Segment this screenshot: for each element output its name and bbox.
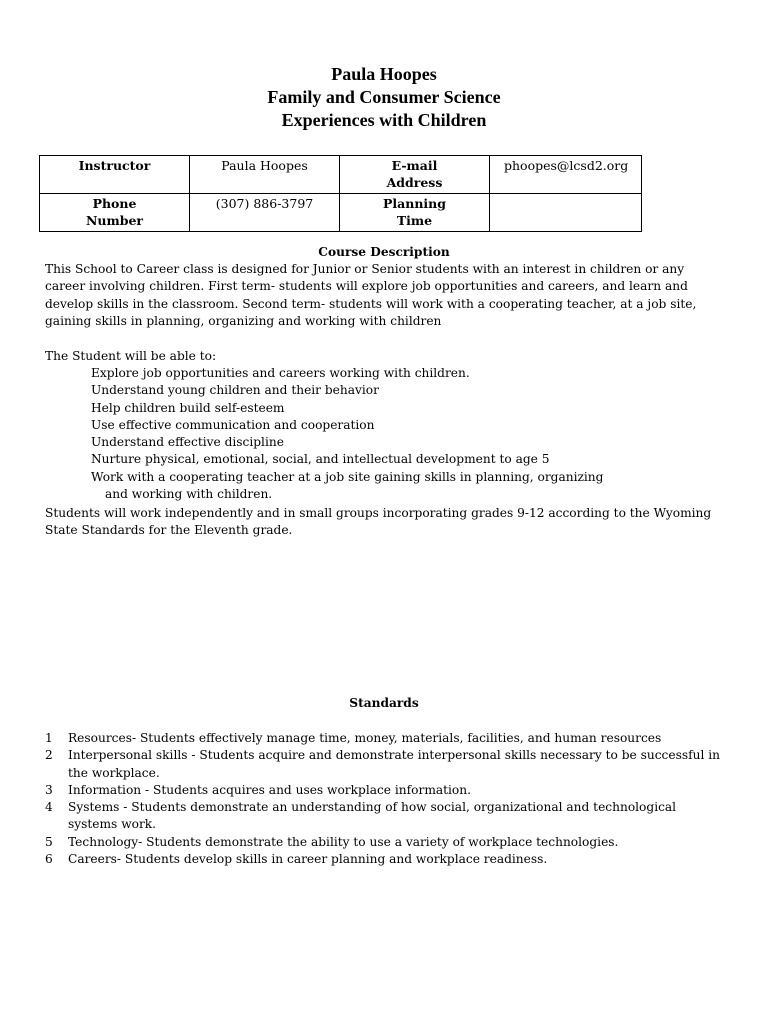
table-row [40, 194, 642, 232]
list-item: Understand young children and their behavior [91, 383, 379, 398]
standards-heading: Standards [349, 696, 419, 710]
instructor-info-table [39, 155, 642, 232]
objectives-intro: The Student will be able to: [45, 349, 217, 363]
closing-paragraph: Students will work independently and in small groups incorporating grades 9-12 according to the Wyoming State Standards for the Eleventh grade. [45, 506, 712, 538]
list-number: 5 [45, 834, 53, 849]
list-item [45, 730, 725, 747]
list-item-text: Interpersonal skills - Students acquire and demonstrate interpersonal skills necessary to be successful in the workplace. [68, 748, 720, 780]
objectives-list [91, 365, 711, 503]
list-item-text: Careers- Students develop skills in career planning and workplace readiness. [68, 852, 548, 867]
title-block [0, 63, 768, 132]
list-item: Understand effective discipline [91, 435, 284, 450]
list-item-text: Resources- Students effectively manage time, money, materials, facilities, and human resources [68, 731, 662, 745]
title-name: Paula Hoopes [331, 64, 437, 84]
list-item [45, 747, 725, 782]
planning-time-label: Planning Time [340, 194, 490, 232]
list-item-text: Systems - Students demonstrate an understanding of how social, organizational and technological systems work. [68, 800, 677, 832]
course-description-paragraph: This School to Career class is designed for Junior or Senior students with an interest in children or any career involving children. First term- students will explore job opportunities and careers, and learn and develop skills in the classroom. Second term- students will work with a cooperating teacher, at a job site, gaining skills in planning, organizing and working with children [45, 262, 697, 328]
title-course: Experiences with Children [281, 110, 487, 130]
list-item-line: and working with children. [105, 487, 273, 502]
table-row [40, 156, 642, 194]
email-value[interactable]: phoopes@lcsd2.org [490, 156, 642, 194]
list-item [45, 851, 725, 868]
standards-list [45, 730, 725, 868]
list-item [45, 782, 725, 799]
email-label: E-mail Address [340, 156, 490, 194]
list-item: Help children build self-esteem [91, 400, 285, 415]
title-department: Family and Consumer Science [267, 87, 501, 107]
list-item: Explore job opportunities and careers working with children. [91, 366, 470, 380]
instructor-label: Instructor [40, 156, 190, 194]
list-number: 2 [45, 748, 53, 763]
list-item: Use effective communication and cooperation [91, 417, 375, 432]
instructor-value: Paula Hoopes [190, 156, 340, 194]
list-item [45, 799, 725, 834]
list-item [45, 834, 725, 851]
list-number: 1 [45, 731, 53, 745]
list-number: 3 [45, 782, 53, 797]
list-number: 4 [45, 800, 53, 815]
course-description-heading: Course Description [318, 245, 450, 259]
list-item: Nurture physical, emotional, social, and intellectual development to age 5 [91, 452, 550, 467]
list-item-text: Technology- Students demonstrate the ability to use a variety of workplace technologies. [68, 834, 619, 849]
planning-time-value [490, 194, 642, 232]
phone-label: Phone Number [40, 194, 190, 232]
phone-value: (307) 886-3797 [190, 194, 340, 232]
list-item-text: Information - Students acquires and uses workplace information. [68, 782, 471, 797]
list-item-line: Work with a cooperating teacher at a job site gaining skills in planning, organizing [91, 469, 604, 484]
list-number: 6 [45, 852, 53, 867]
list-item [91, 469, 711, 504]
